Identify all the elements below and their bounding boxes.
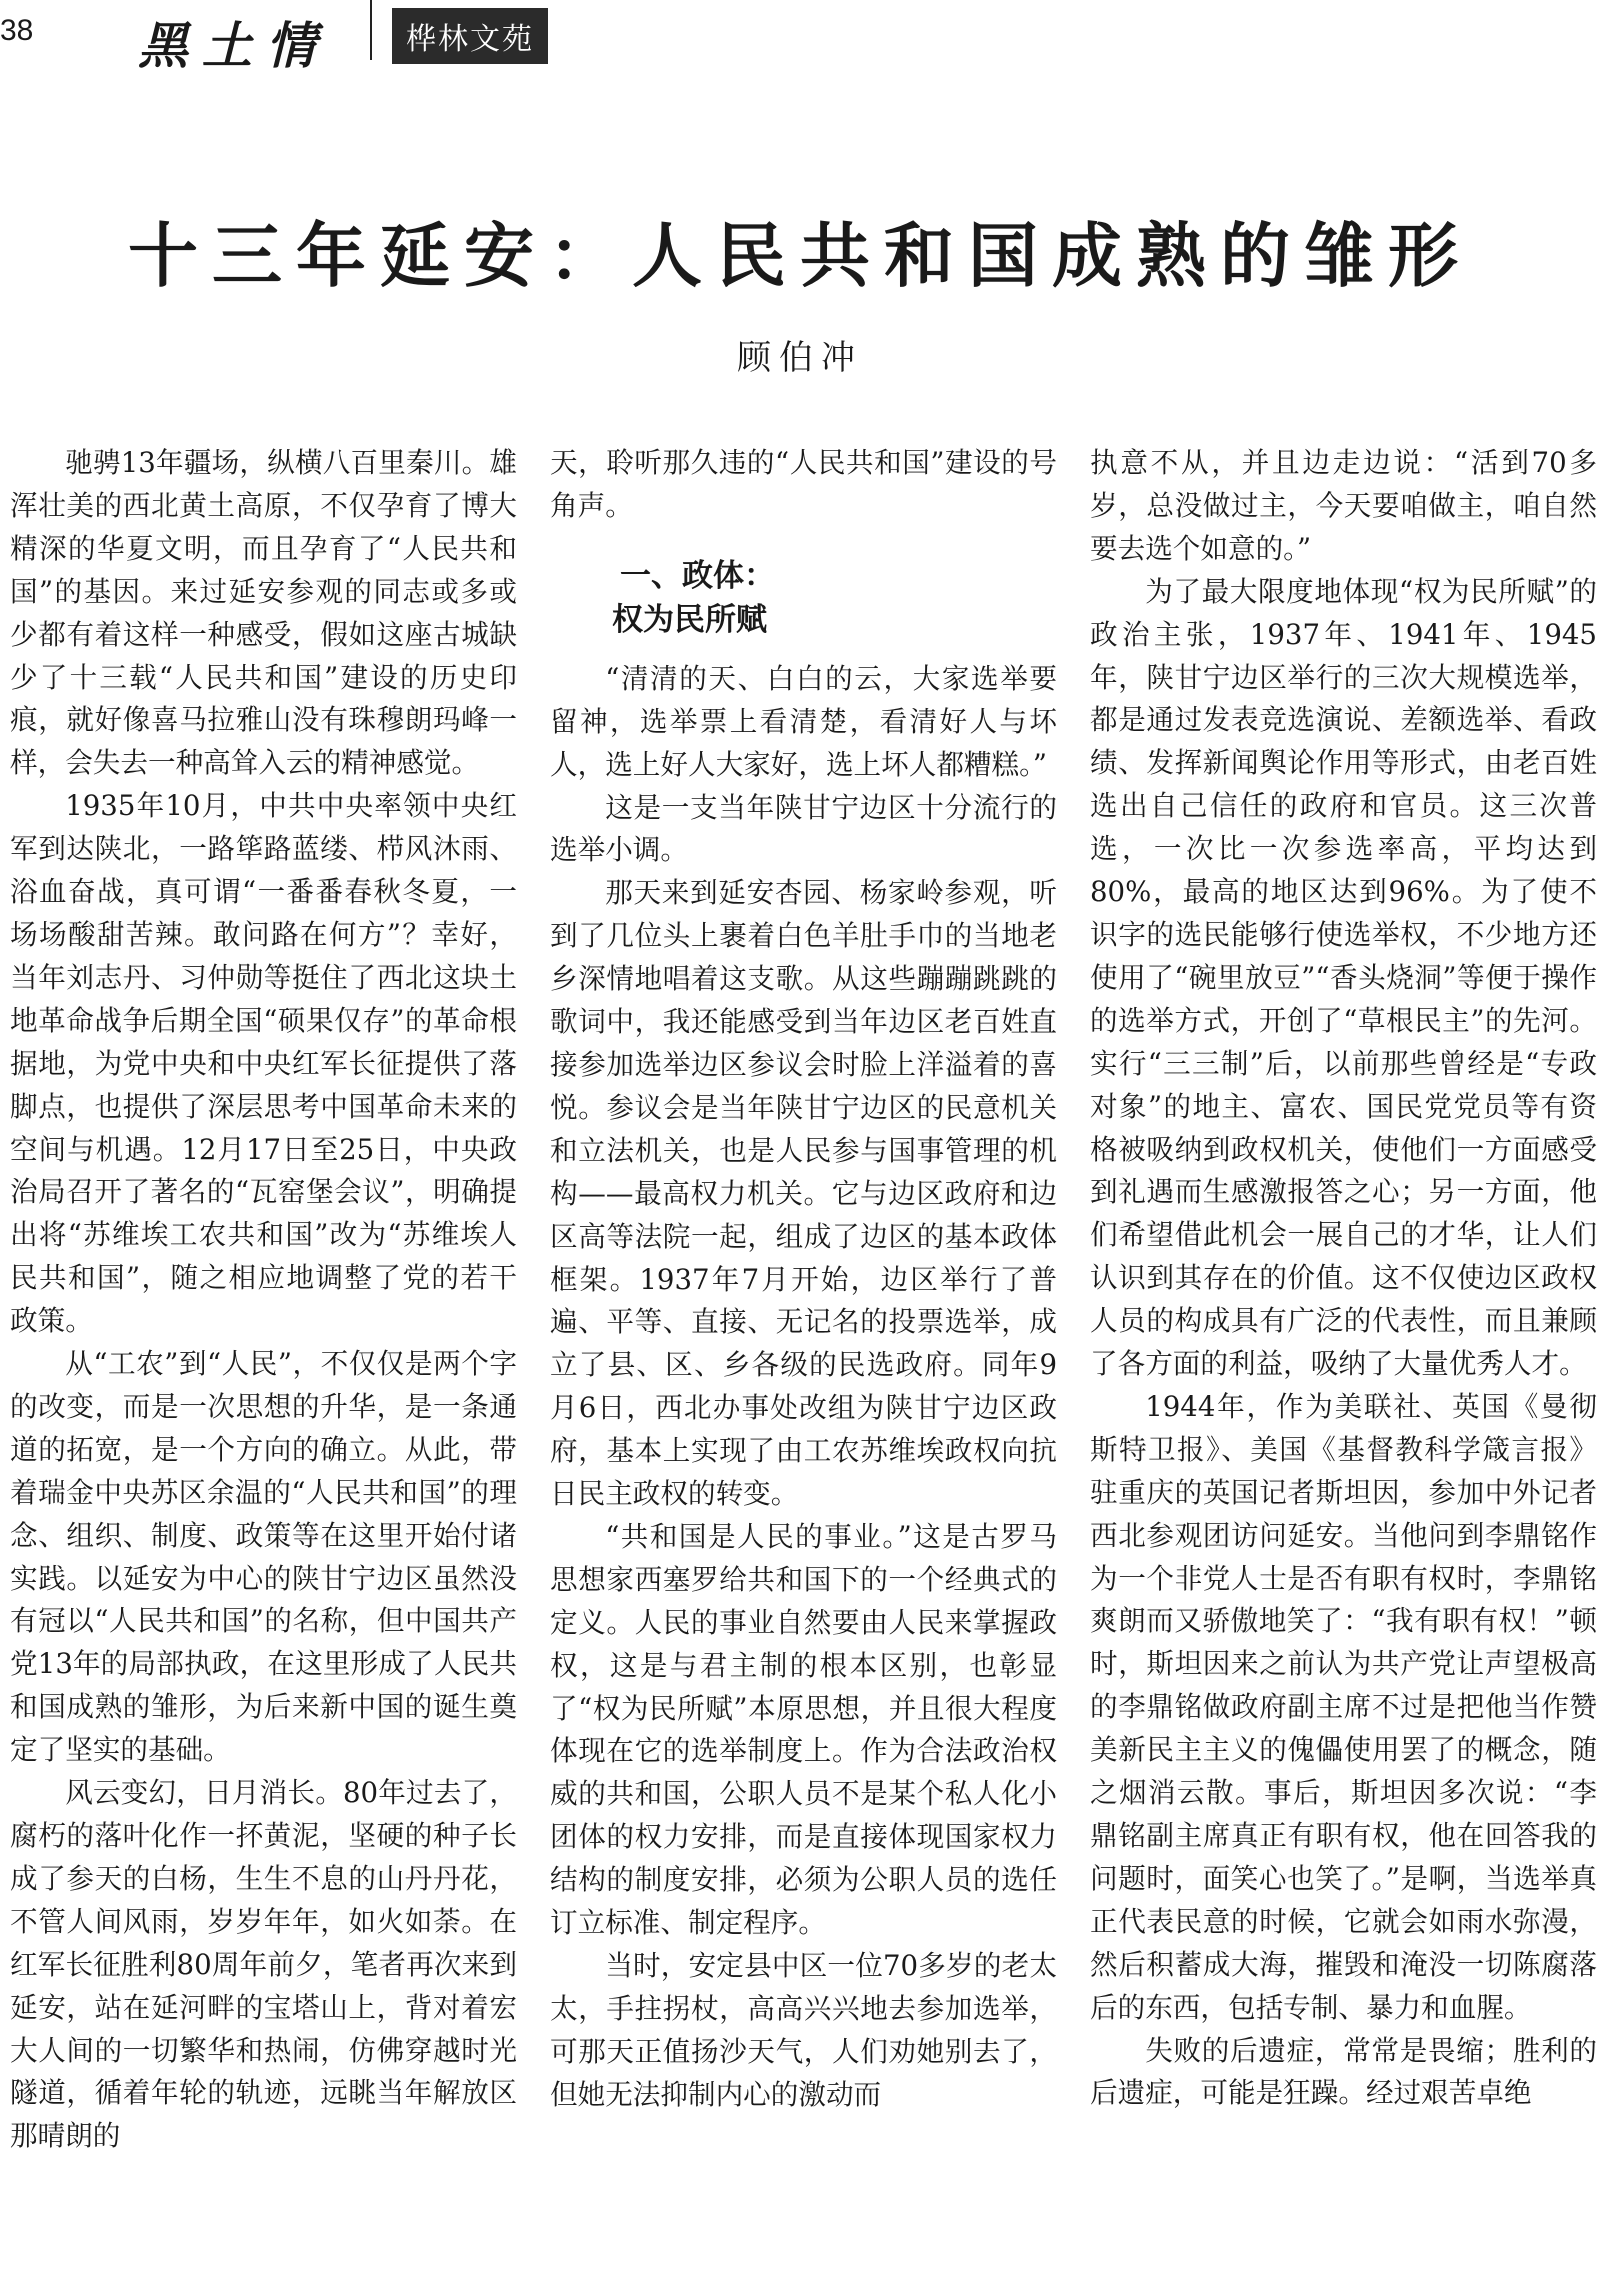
body-column-3 xyxy=(1090,442,1597,2115)
paragraph: 驰骋13年疆场，纵横八百里秦川。雄浑壮美的西北黄土高原，不仅孕育了博大精深的华夏文明，而且孕育了“人民共和国”的基因。来过延安参观的同志或多或少都有着这样一种感受，假如这座古城缺少了十三载“人民共和国”建设的历史印痕，就好像喜马拉雅山没有珠穆朗玛峰一样，会失去一种高耸入云的精神感觉。 xyxy=(10,446,517,780)
paragraph-continued: 天，聆听那久违的“人民共和国”建设的号角声。 xyxy=(550,446,1057,522)
paragraph: “共和国是人民的事业。”这是古罗马思想家西塞罗给共和国下的一个经典式的定义。人民的事业自然要由人民来掌握政权，这是与君主制的根本区别，也彰显了“权为民所赋”本原思想，并且很大程度体现在它的选举制度上。作为合法政治权威的共和国，公职人员不是某个私人化小团体的权力安排，而是直接体现国家权力结构的制度安排，必须为公职人员的选任订立标准、制定程序。 xyxy=(550,1519,1057,1940)
body-column-1 xyxy=(10,442,517,2158)
paragraph: 失败的后遗症，常常是畏缩；胜利的后遗症，可能是狂躁。经过艰苦卓绝 xyxy=(1090,2033,1597,2110)
section-heading-subtitle: 权为民所赋 xyxy=(612,601,767,638)
paragraph: 1935年10月，中共中央率领中央红军到达陕北，一路筚路蓝缕、栉风沐雨、浴血奋战，真可谓“一番番春秋冬夏，一场场酸甜苦辣。敢问路在何方”？幸好，当年刘志丹、习仲勋等挺住了西北这块土地革命战争后期全国“硕果仅存”的革命根据地，为党中央和中央红军长征提供了落脚点，也提供了深层思考中国革命未来的空间与机遇。12月17日至25日，中央政治局召开了著名的“瓦窑堡会议”，明确提出将“苏维埃工农共和国”改为“苏维埃人民共和国”，随之相应地调整了党的若干政策。 xyxy=(10,789,517,1338)
paragraph: 为了最大限度地体现“权为民所赋”的政治主张，1937年、1941年、1945年，陕甘宁边区举行的三次大规模选举，都是通过发表竞选演说、差额选举、看政绩、发挥新闻舆论作用等形式，由老百姓选出自己信任的政府和官员。这三次普选，一次比一次参选率高，平均达到80%，最高的地区达到96%。为了使不识字的选民能够行使选举权，不少地方还使用了“碗里放豆”“香头烧洞”等便于操作的选举方式，开创了“草根民主”的先河。实行“三三制”后，以前那些曾经是“专政对象”的地主、富农、国民党党员等有资格被吸纳到政权机关，使他们一方面感受到礼遇而生感激报答之心；另一方面，他们希望借此机会一展自己的才华，让人们认识到其存在的价值。这不仅使边区政权人员的构成具有广泛的代表性，而且兼顾了各方面的利益，吸纳了大量优秀人才。 xyxy=(1090,574,1597,1381)
paragraph-continued: 执意不从，并且边走边说：“活到70多岁，总没做过主，今天要咱做主，咱自然要去选个如意的。” xyxy=(1090,446,1597,565)
section-heading-title: 一、政体： xyxy=(620,557,775,594)
column-tag: 桦林文苑 xyxy=(392,8,548,64)
article-title: 十三年延安：人民共和国成熟的雏形 xyxy=(128,214,1472,297)
paragraph: 1944年，作为美联社、英国《曼彻斯特卫报》、美国《基督教科学箴言报》驻重庆的英国记者斯坦因，参加中外记者西北参观团访问延安。当他问到李鼎铭作为一个非党人士是否有职有权时，李鼎铭爽朗而又骄傲地笑了：“我有职有权！”顿时，斯坦因来之前认为共产党让声望极高的李鼎铭做政府副主席不过是把他当作赞美新民主主义的傀儡使用罢了的概念，随之烟消云散。事后，斯坦因多次说：“李鼎铭副主席真正有职有权，他在回答我的问题时，面笑心也笑了。”是啊，当选举真正代表民意的时候，它就会如雨水弥漫，然后积蓄成大海，摧毁和淹没一切陈腐落后的东西，包括专制、暴力和血腥。 xyxy=(1090,1389,1597,2024)
paragraph: 风云变幻，日月消长。80年过去了，腐朽的落叶化作一抔黄泥，坚硬的种子长成了参天的白杨，生生不息的山丹丹花，不管人间风雨，岁岁年年，如火如荼。在红军长征胜利80周年前夕，笔者再次来到延安，站在延河畔的宝塔山上，背对着宏大人间的一切繁华和热闹，仿佛穿越时光隧道，循着年轮的轨迹，远眺当年解放区那晴朗的 xyxy=(10,1776,517,2153)
page-number: 38 xyxy=(0,14,34,47)
header-divider xyxy=(370,0,372,60)
paragraph: 从“工农”到“人民”，不仅仅是两个字的改变，而是一次思想的升华，是一条通道的拓宽，是一个方向的确立。从此，带着瑞金中央苏区余温的“人民共和国”的理念、组织、制度、政策等在这里开始付诸实践。以延安为中心的陕甘宁边区虽然没有冠以“人民共和国”的名称，但中国共产党13年的局部执政，在这里形成了人民共和国成熟的雏形，为后来新中国的诞生奠定了坚实的基础。 xyxy=(10,1347,517,1767)
paragraph: 当时，安定县中区一位70多岁的老太太，手拄拐杖，高高兴兴地去参加选举，可那天正值扬沙天气，人们劝她别去了，但她无法抑制内心的激动而 xyxy=(550,1949,1057,2111)
article-author: 顾伯冲 xyxy=(737,338,863,378)
masthead-logo: 黑土情 xyxy=(138,16,330,75)
body-column-2 xyxy=(550,442,1057,2117)
paragraph: 那天来到延安杏园、杨家岭参观，听到了几位头上裹着白色羊肚手巾的当地老乡深情地唱着这支歌。从这些蹦蹦跳跳的歌词中，我还能感受到当年边区老百姓直接参加选举边区参议会时脸上洋溢着的喜悦。参议会是当年陕甘宁边区的民意机关和立法机关，也是人民参与国事管理的机构——最高权力机关。它与边区政府和边区高等法院一起，组成了边区的基本政体框架。1937年7月开始，边区举行了普遍、平等、直接、无记名的投票选举，成立了县、区、乡各级的民选政府。同年9月6日，西北办事处改组为陕甘宁边区政府，基本上实现了由工农苏维埃政权向抗日民主政权的转变。 xyxy=(550,876,1057,1511)
paragraph: 这是一支当年陕甘宁边区十分流行的选举小调。 xyxy=(550,790,1057,867)
section-heading xyxy=(612,554,1057,642)
paragraph: “清清的天、白白的云，大家选举要留神，选举票上看清楚，看清好人与坏人，选上好人大家好，选上坏人都糟糕。” xyxy=(550,661,1057,781)
